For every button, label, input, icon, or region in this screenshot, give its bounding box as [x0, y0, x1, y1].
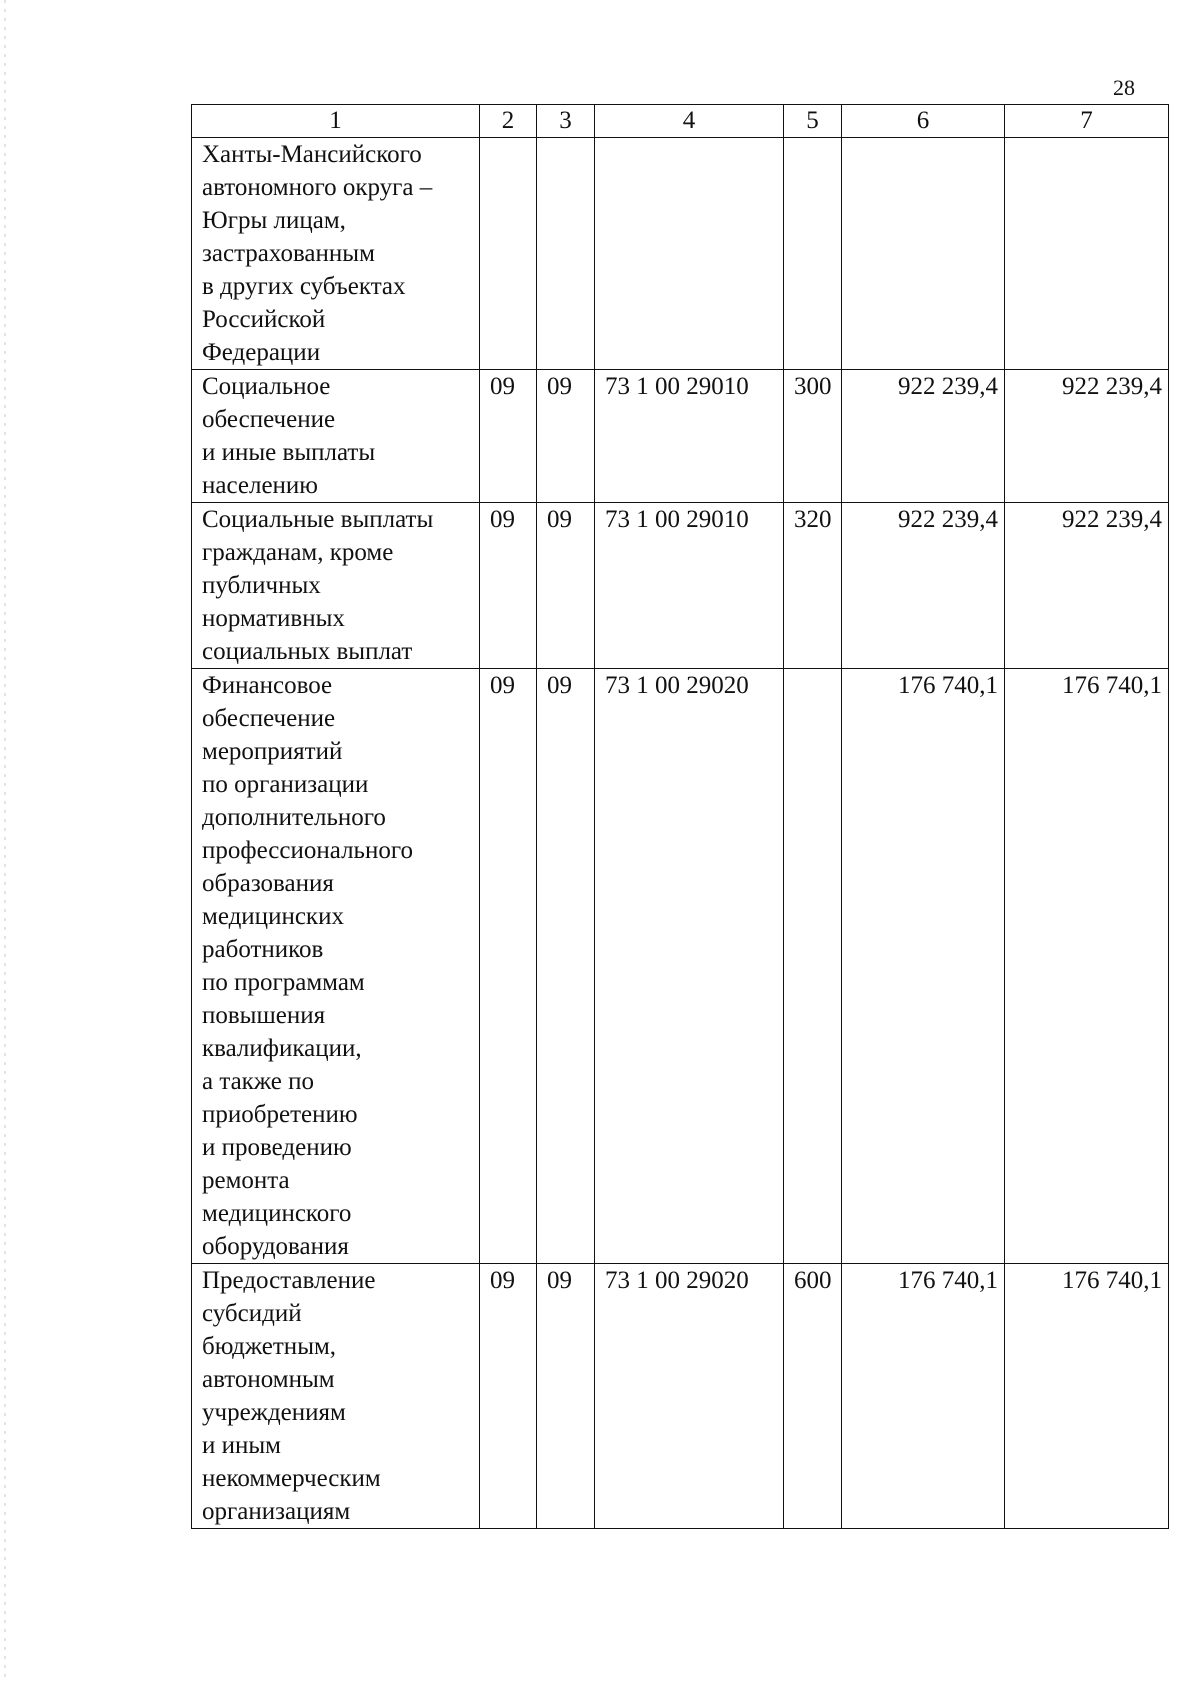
expense-type-cell: 320 — [784, 503, 842, 669]
table-row — [192, 669, 1169, 1264]
table-row — [192, 1264, 1169, 1529]
row-name-cell: Финансовое обеспечение мероприятий по организации дополнительного профессионального образования медицинских работников по программам повышения квалификации, а также по приобретению и проведению ремонта медицинского оборудования — [192, 669, 480, 1264]
row-name-cell: Ханты-Мансийского автономного округа – Югры лицам, застрахованным в других субъектах Российской Федерации — [192, 138, 480, 370]
section-cell: 09 — [480, 1264, 537, 1529]
column-header-3: 3 — [537, 105, 595, 138]
amount-cell-col7 — [1005, 138, 1169, 370]
subsection-cell: 09 — [537, 1264, 595, 1529]
target-article-cell: 73 1 00 29010 — [595, 370, 784, 503]
section-cell: 09 — [480, 669, 537, 1264]
row-name-cell: Предоставление субсидий бюджетным, автономным учреждениям и иным некоммерческим организациям — [192, 1264, 480, 1529]
budget-table — [191, 104, 1169, 1529]
amount-cell-col6 — [842, 138, 1005, 370]
expense-type-cell: 600 — [784, 1264, 842, 1529]
table-header — [192, 105, 1169, 138]
subsection-cell: 09 — [537, 669, 595, 1264]
target-article-cell: 73 1 00 29010 — [595, 503, 784, 669]
target-article-cell: 73 1 00 29020 — [595, 1264, 784, 1529]
table-row — [192, 138, 1169, 370]
amount-cell-col6: 176 740,1 — [842, 669, 1005, 1264]
row-name-cell: Социальные выплаты гражданам, кроме публичных нормативных социальных выплат — [192, 503, 480, 669]
target-article-cell: 73 1 00 29020 — [595, 669, 784, 1264]
target-article-cell — [595, 138, 784, 370]
scan-edge-artifact — [4, 0, 6, 1683]
column-header-7: 7 — [1005, 105, 1169, 138]
amount-cell-col6: 922 239,4 — [842, 503, 1005, 669]
section-cell: 09 — [480, 370, 537, 503]
table-row — [192, 370, 1169, 503]
section-cell — [480, 138, 537, 370]
column-header-5: 5 — [784, 105, 842, 138]
expense-type-cell: 300 — [784, 370, 842, 503]
page-number: 28 — [1113, 75, 1135, 100]
table-row — [192, 503, 1169, 669]
subsection-cell — [537, 138, 595, 370]
column-header-1: 1 — [192, 105, 480, 138]
column-header-2: 2 — [480, 105, 537, 138]
amount-cell-col7: 922 239,4 — [1005, 370, 1169, 503]
column-header-6: 6 — [842, 105, 1005, 138]
amount-cell-col7: 176 740,1 — [1005, 1264, 1169, 1529]
amount-cell-col6: 922 239,4 — [842, 370, 1005, 503]
subsection-cell: 09 — [537, 503, 595, 669]
table-body — [192, 138, 1169, 1529]
column-header-4: 4 — [595, 105, 784, 138]
subsection-cell: 09 — [537, 370, 595, 503]
header-row — [192, 105, 1169, 138]
expense-type-cell — [784, 138, 842, 370]
row-name-cell: Социальное обеспечение и иные выплаты населению — [192, 370, 480, 503]
amount-cell-col7: 176 740,1 — [1005, 669, 1169, 1264]
amount-cell-col6: 176 740,1 — [842, 1264, 1005, 1529]
section-cell: 09 — [480, 503, 537, 669]
expense-type-cell — [784, 669, 842, 1264]
amount-cell-col7: 922 239,4 — [1005, 503, 1169, 669]
